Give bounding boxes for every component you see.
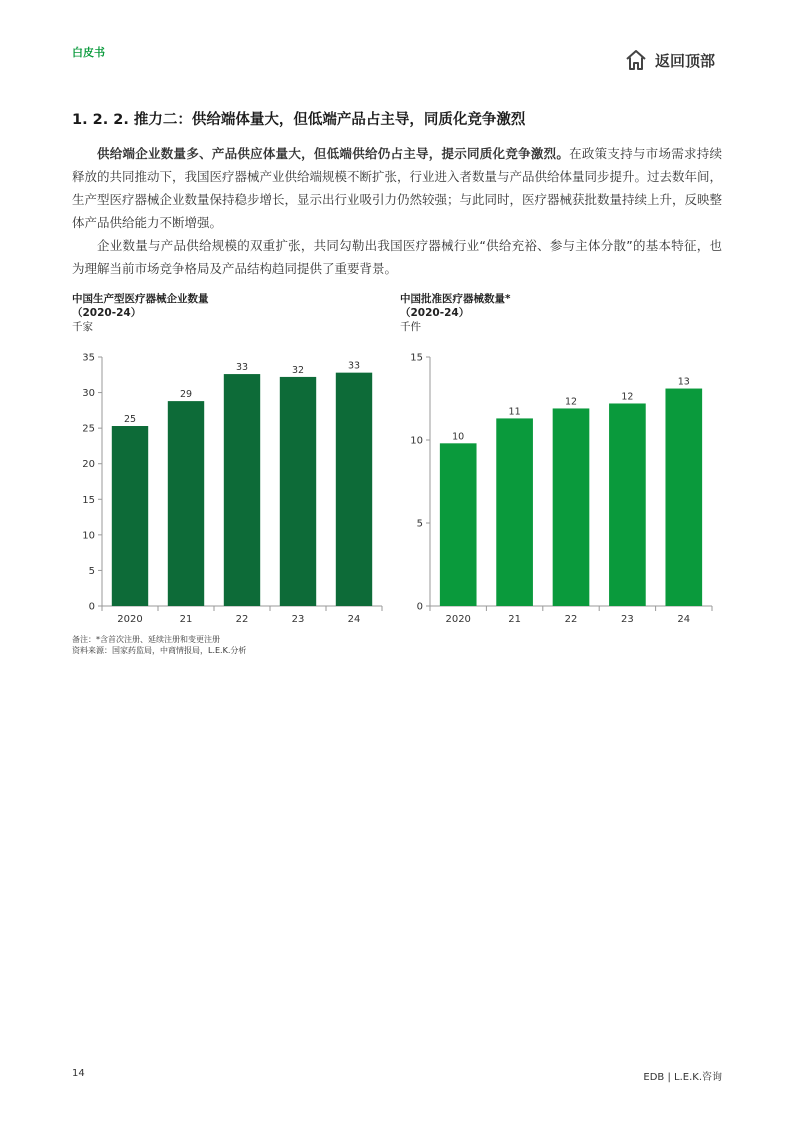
data-label: 33 (235, 362, 249, 374)
x-tick-label: 21 (508, 614, 521, 624)
bar-24 (665, 389, 702, 606)
data-label: 25 (123, 414, 137, 426)
bar-21 (168, 401, 204, 606)
data-label: 10 (452, 431, 465, 443)
chart-2-plot (400, 334, 722, 624)
paragraph-2 (72, 234, 722, 280)
footer-brand: EDB | L.E.K.咨询 (643, 1072, 722, 1083)
x-tick-label: 2020 (117, 614, 143, 624)
chart-notes (72, 634, 246, 656)
whitepaper-tag: 白皮书 (72, 46, 105, 59)
y-tick-label: 10 (82, 530, 95, 542)
x-tick-label: 21 (179, 614, 193, 624)
data-label: 33 (347, 360, 361, 372)
y-tick-label: 10 (410, 435, 423, 447)
bar-2020 (112, 426, 148, 606)
bar-2020 (440, 443, 477, 606)
chart-approvals (400, 292, 722, 628)
data-label: 13 (677, 376, 690, 388)
paragraph-1-lead: 供给端企业数量多、产品供应体量大，但低端供给仍占主导，提示同质化竞争激烈。 (97, 146, 570, 161)
y-tick-label: 0 (416, 601, 423, 613)
source-text: 资料来源：国家药监局，中商情报局，L.E.K.分析 (72, 646, 247, 655)
bar-23 (280, 377, 316, 606)
data-label: 12 (564, 396, 578, 408)
x-tick-label: 2020 (445, 614, 471, 624)
y-tick-label: 5 (416, 518, 423, 530)
y-tick-label: 15 (82, 494, 95, 506)
y-tick-label: 15 (410, 352, 423, 364)
chart-1-subtitle: （2020-24） (72, 307, 142, 319)
paragraph-1 (72, 142, 722, 234)
note-text: 备注：*含首次注册、延续注册和变更注册 (72, 635, 220, 644)
bar-24 (336, 373, 372, 606)
y-tick-label: 30 (82, 388, 95, 400)
chart-2-subtitle: （2020-24） (400, 307, 470, 319)
paragraph-2-text: 企业数量与产品供给规模的双重扩张，共同勾勒出我国医疗器械行业“供给充裕、参与主体分散”的基本特征，也为理解当前市场竞争格局及产品结构趋同提供了重要背景。 (72, 238, 722, 276)
x-tick-label: 24 (347, 614, 361, 624)
chart-2-unit: 千件 (400, 321, 421, 333)
y-tick-label: 0 (88, 601, 95, 613)
data-label: 12 (621, 391, 634, 403)
y-tick-label: 25 (82, 423, 95, 435)
bar-21 (496, 418, 533, 606)
chart-1-plot (72, 334, 392, 624)
chart-1-unit: 千家 (72, 321, 93, 333)
back-to-top-label: 返回顶部 (655, 51, 716, 70)
bar-22 (553, 408, 590, 606)
chart-enterprises (72, 292, 392, 628)
home-icon (624, 48, 648, 72)
data-label: 29 (179, 389, 193, 401)
y-tick-label: 35 (82, 352, 95, 364)
y-tick-label: 5 (88, 565, 95, 577)
x-tick-label: 23 (621, 614, 634, 624)
section-title: 1. 2. 2. 推力二：供给端体量大，但低端产品占主导，同质化竞争激烈 (72, 112, 526, 128)
chart-1-title: 中国生产型医疗器械企业数量 (72, 293, 209, 305)
paragraph-1-body: 在政策支持与市场需求持续释放的共同推动下，我国医疗器械产业供给端规模不断扩张，行业进入者数量与产品供给体量同步提升。过去数年间，生产型医疗器械企业数量保持稳步增长，显示出行业吸引力仍然较强；与此同时，医疗器械获批数量持续上升，反映整体产品供给能力不断增强。 (72, 146, 723, 230)
bar-22 (224, 374, 260, 606)
x-tick-label: 22 (235, 614, 249, 624)
data-label: 32 (291, 364, 305, 376)
x-tick-label: 24 (677, 614, 691, 624)
x-tick-label: 23 (291, 614, 305, 624)
data-label: 11 (508, 406, 521, 418)
back-to-top-button[interactable] (624, 48, 715, 72)
x-tick-label: 22 (564, 614, 578, 624)
chart-2-title: 中国批准医疗器械数量* (400, 293, 511, 305)
bar-23 (609, 403, 646, 606)
page-number: 14 (72, 1068, 85, 1079)
y-tick-label: 20 (82, 459, 95, 471)
